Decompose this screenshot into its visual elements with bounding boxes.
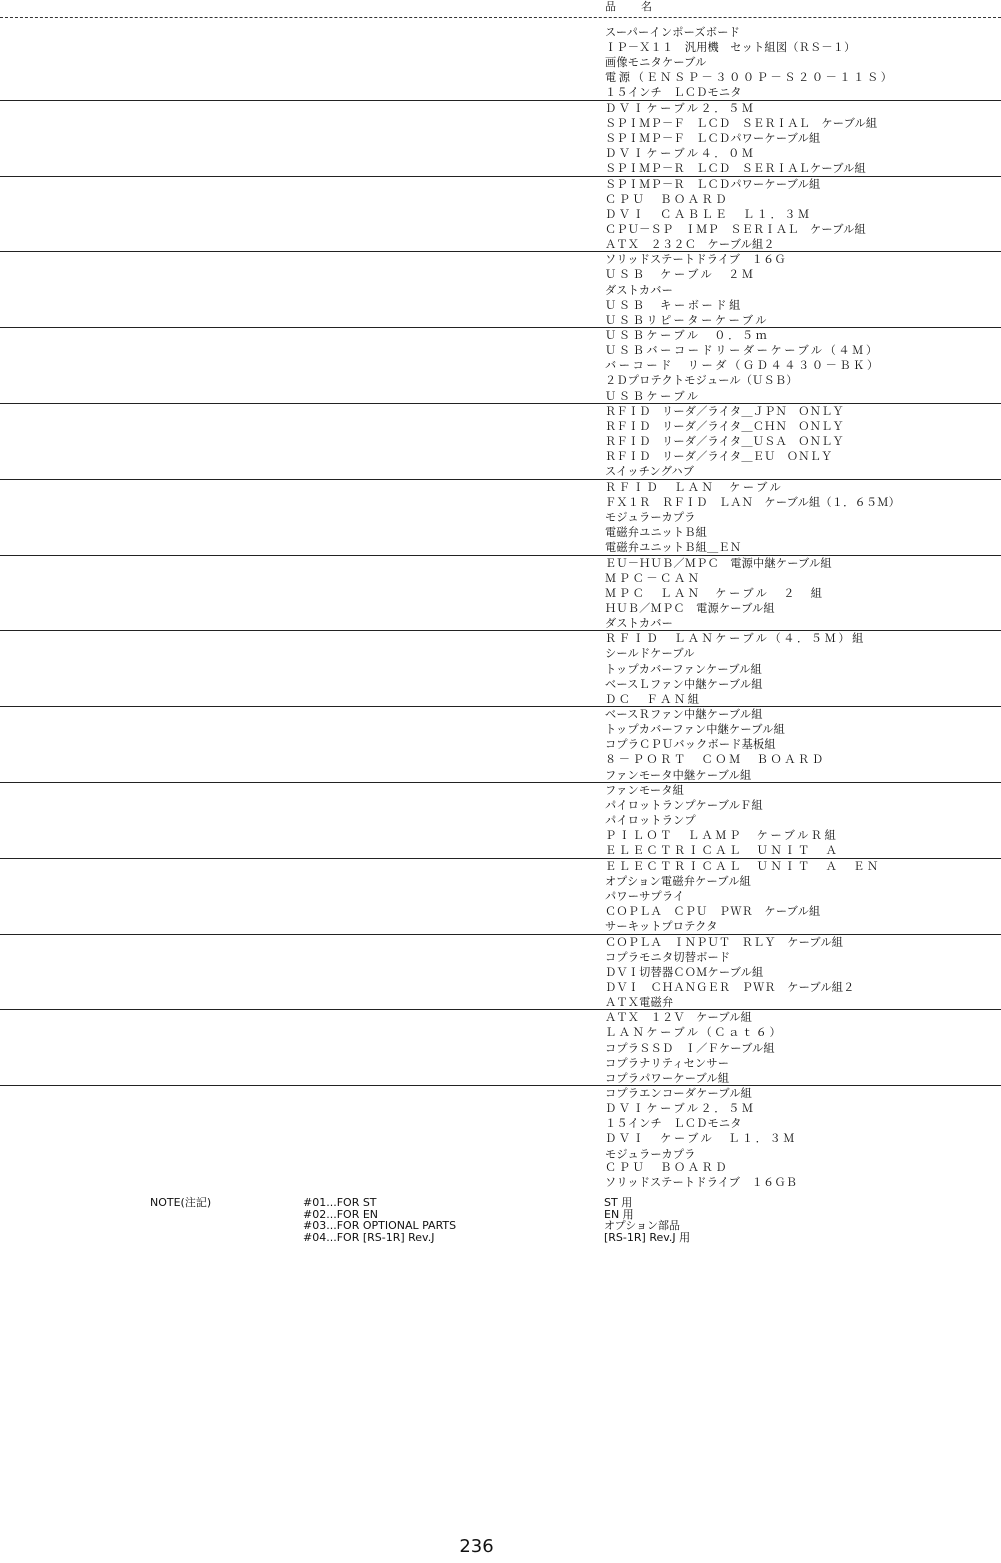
part-name-item: ソリッドステートドライブ １６Ｇ <box>605 253 786 267</box>
part-name-item: ＵＳＢ ケーブル ２Ｍ <box>605 268 756 282</box>
part-name-item: ＣＰＵ－ＳＰ ＩＭＰ ＳＥＲＩＡＬ ケーブル組 <box>605 222 866 236</box>
part-name-item: コプラモニタ切替ボード <box>605 950 731 964</box>
part-name-item: ＣＰＵ ＢＯＡＲＤ <box>605 1161 730 1174</box>
part-name-item: ＲＦＩＤ リーダ／ライタ＿ＪＰＮ ＯＮＬＹ <box>605 404 844 418</box>
part-name-item: ＲＦＩＤ リーダ／ライタ＿ＣＨＮ ＯＮＬＹ <box>605 420 844 434</box>
parts-table-header <box>0 0 1001 18</box>
part-name-item: ベースＲファン中継ケーブル組 <box>605 708 763 722</box>
part-name-item: バーコード リーダ（ＧＤ４４３０－ＢＫ） <box>605 359 881 373</box>
part-name-item: 画像モニタケーブル <box>605 56 707 70</box>
part-name-item: 電磁弁ユニットＢ組 <box>605 526 708 540</box>
part-name-item: コプラＣＰＵバックボード基板組 <box>605 738 776 752</box>
parts-group <box>0 556 1001 632</box>
part-name-item: シールドケーブル <box>605 647 695 661</box>
part-name-item: ＡＴＸ電磁弁 <box>605 995 674 1009</box>
part-name-item: ＡＴＸ ２３２Ｃ ケーブル組２ <box>605 237 775 251</box>
part-name-item: ＤＶＩ ＣＨＡＮＧＥＲ ＰＷＲ ケーブル組２ <box>605 980 855 994</box>
parts-group <box>0 480 1001 556</box>
note-code: #03...FOR OPTIONAL PARTS <box>303 1219 457 1232</box>
part-name-item: ＲＦＩＤ リーダ／ライタ＿ＥＵ ＯＮＬＹ <box>605 450 833 464</box>
part-name-item: ＰＩＬＯＴ ＬＡＭＰ ケーブルＲ組 <box>605 829 839 843</box>
part-name-item: サーキットプロテクタ <box>605 920 718 934</box>
part-name-item: ダストカバー <box>605 283 673 297</box>
part-name-item: ＲＦＩＤ ＬＡＮケーブル（４．５Ｍ）組 <box>605 632 866 646</box>
part-name-item: ＣＯＰＬＡ ＣＰＵ ＰＷＲ ケーブル組 <box>605 905 821 919</box>
part-name-item: ＵＳＢリピーターケーブル <box>605 313 769 327</box>
part-name-item: ＣＰＵ ＢＯＡＲＤ <box>605 192 730 206</box>
note-description: ST 用 <box>604 1196 633 1209</box>
notes-codes <box>303 1197 583 1243</box>
part-name-item: ベースＬファン中継ケーブル組 <box>605 677 763 691</box>
part-name-item: コプラパワーケーブル組 <box>605 1071 730 1085</box>
note-description: EN 用 <box>604 1207 634 1221</box>
parts-group <box>0 859 1001 935</box>
part-name-item: 電源（ＥＮＳＰ－３００Ｐ－Ｓ２０－１１Ｓ） <box>605 71 895 85</box>
part-name-item: ＳＰＩＭＰ－Ｒ ＬＣＤパワーケーブル組 <box>605 177 821 191</box>
part-name-item: スーパーインポーズボード <box>605 26 740 39</box>
parts-tail-items <box>0 1160 1001 1190</box>
part-name-item: ＲＦＩＤ ＬＡＮ ケーブル <box>605 480 784 494</box>
part-name-item: パイロットランプ <box>605 814 696 828</box>
part-name-item: ＵＳＢケーブル <box>605 389 701 403</box>
part-name-item: １５インチ ＬＣＤモニタ <box>605 1117 742 1131</box>
part-name-item: ＭＰＣ－ＣＡＮ <box>605 571 702 585</box>
note-code: #04...FOR [RS-1R] Rev.J <box>303 1230 435 1244</box>
part-name-item: ＳＰＩＭＰ－Ｆ ＬＣＤパワーケーブル組 <box>605 131 821 145</box>
parts-group <box>0 783 1001 859</box>
parts-group <box>0 328 1001 404</box>
part-name-item: ＨＵＢ／ＭＰＣ 電源ケーブル組 <box>605 601 775 615</box>
part-name-item: ＤＣ ＦＡＮ組 <box>605 692 702 706</box>
part-name-item: パイロットランプケーブルＦ組 <box>605 799 763 813</box>
part-name-column-label: 品 名 <box>605 0 659 13</box>
parts-group <box>0 1010 1001 1086</box>
part-name-item: モジュラーカプラ <box>605 1147 696 1161</box>
part-name-item: スイッチングハブ <box>605 465 695 479</box>
parts-group <box>0 252 1001 328</box>
part-name-item: ＤＶＩ切替器ＣＯＭケーブル組 <box>605 965 764 979</box>
part-name-item: ファンモータ中継ケーブル組 <box>605 768 752 782</box>
note-code: #01...FOR ST <box>303 1196 377 1209</box>
part-name-item: ２Ｄプロテクトモジュール（ＵＳＢ） <box>605 374 798 388</box>
part-name-item: ＤＶＩ ケーブル Ｌ１．３Ｍ <box>605 1132 798 1146</box>
part-name-item: コプラエンコーダケーブル組 <box>605 1087 753 1101</box>
part-name-item: ＦＸ１Ｒ ＲＦＩＤ ＬＡＮ ケーブル組（１．６５Ｍ） <box>605 495 901 509</box>
part-name-item: ８－ＰＯＲＴ ＣＯＭ ＢＯＡＲＤ <box>605 753 826 767</box>
part-name-item: ダストカバー <box>605 616 673 630</box>
part-name-item: ＤＶＩケーブル４．０Ｍ <box>605 147 756 161</box>
part-name-item: １５インチ ＬＣＤモニタ <box>605 86 742 100</box>
part-name-item: ＤＶＩケーブル２．５Ｍ <box>605 1102 756 1116</box>
part-name-item: ＤＶＩ ＣＡＢＬＥ Ｌ１．３Ｍ <box>605 207 812 221</box>
part-name-item: コプラＳＳＤ Ｉ／Ｆケーブル組 <box>605 1041 775 1055</box>
part-name-item: ＥＬＥＣＴＲＩＣＡＬ ＵＮＩＴ Ａ ＥＮ <box>605 859 881 873</box>
notes-title: NOTE(注記) <box>150 1196 212 1209</box>
part-name-item: 電磁弁ユニットＢ組＿ＥＮ <box>605 541 742 555</box>
note-description: [RS-1R] Rev.J 用 <box>604 1230 691 1244</box>
part-name-item: ＵＳＢバーコードリーダーケーブル（４Ｍ） <box>605 344 880 358</box>
part-name-item: ＥＬＥＣＴＲＩＣＡＬ ＵＮＩＴ Ａ <box>605 844 840 858</box>
part-name-item: ＤＶＩケーブル２．５Ｍ <box>605 101 756 115</box>
notes-descriptions <box>604 1197 904 1243</box>
part-name-item: ＲＦＩＤ リーダ／ライタ＿ＵＳＡ ＯＮＬＹ <box>605 435 844 449</box>
part-name-item: ＣＯＰＬＡ ＩＮＰＵＴ ＲＬＹ ケーブル組 <box>605 935 844 949</box>
parts-group <box>0 707 1001 783</box>
part-name-item: モジュラーカプラ <box>605 510 696 524</box>
part-name-item: ＩＰ－Ｘ１１ 汎用機 セット組図（ＲＳ－１） <box>605 41 856 55</box>
part-name-item: ＵＳＢ キーボード組 <box>605 298 743 312</box>
part-name-item: ＬＡＮケーブル（Ｃａｔ６） <box>605 1026 784 1040</box>
parts-group <box>0 1086 1001 1162</box>
parts-group <box>0 404 1001 480</box>
part-name-item: トップカバーファン中継ケーブル組 <box>605 723 785 737</box>
part-name-item: ソリッドステートドライブ １６ＧＢ <box>605 1176 798 1190</box>
part-name-item: ファンモータ組 <box>605 783 685 797</box>
parts-groups <box>0 25 1001 1162</box>
part-name-item: ＳＰＩＭＰ－Ｆ ＬＣＤ ＳＥＲＩＡＬ ケーブル組 <box>605 116 878 130</box>
page-number: 236 <box>459 1536 494 1557</box>
part-name-item: ＥＵ－ＨＵＢ／ＭＰＣ 電源中継ケーブル組 <box>605 556 832 570</box>
parts-group <box>0 631 1001 707</box>
parts-group <box>0 25 1001 101</box>
part-name-item: ＡＴＸ １２Ｖ ケーブル組 <box>605 1011 753 1025</box>
parts-group <box>0 177 1001 253</box>
part-name-item: パワーサプライ <box>605 889 685 903</box>
part-name-item: コプラナリティセンサー <box>605 1056 730 1070</box>
part-name-item: トップカバーファンケーブル組 <box>605 662 762 676</box>
note-code: #02...FOR EN <box>303 1207 379 1221</box>
part-name-item: オプション電磁弁ケーブル組 <box>605 874 752 888</box>
part-name-item: ＭＰＣ ＬＡＮ ケーブル ２ 組 <box>605 586 825 600</box>
note-description: オプション部品 <box>604 1219 681 1232</box>
parts-group <box>0 935 1001 1011</box>
part-name-item: ＳＰＩＭＰ－Ｒ ＬＣＤ ＳＥＲＩＡＬケーブル組 <box>605 162 866 176</box>
parts-group <box>0 101 1001 177</box>
part-name-item: ＵＳＢケーブル ０．５ｍ <box>605 329 770 343</box>
